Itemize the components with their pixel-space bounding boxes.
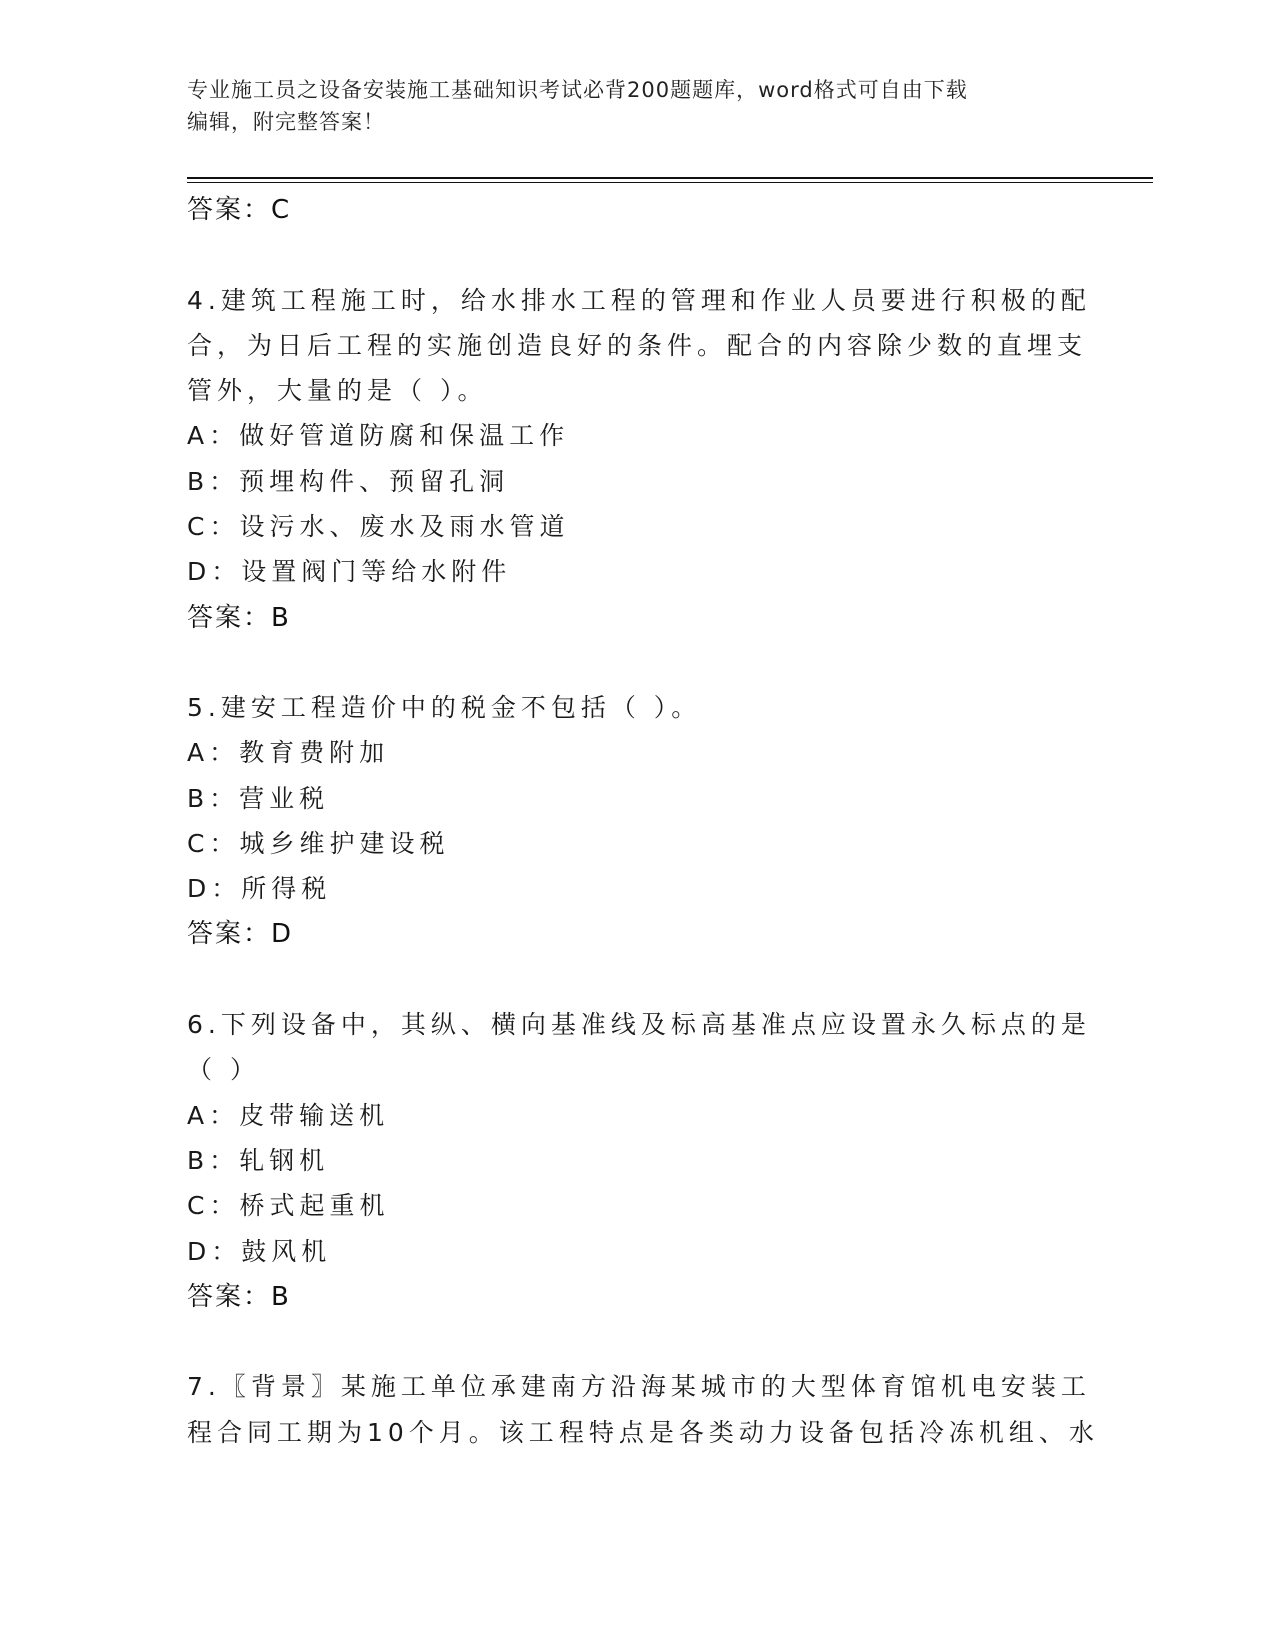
question-stem-line: （ ） xyxy=(187,1055,260,1084)
answer-label: 答案：D xyxy=(187,919,294,949)
question-stem-line: 5.建安工程造价中的税金不包括（ ）。 xyxy=(187,693,702,722)
page-header xyxy=(187,74,1067,138)
option-b: B：轧钢机 xyxy=(187,1146,330,1175)
header-divider-thin xyxy=(187,182,1153,183)
answer-label: 答案：B xyxy=(187,603,291,633)
header-title-line-1: 专业施工员之设备安装施工基础知识考试必背200题题库，word格式可自由下载 xyxy=(187,78,968,102)
option-a: A：皮带输送机 xyxy=(187,1101,390,1130)
option-b: B：营业税 xyxy=(187,784,330,813)
header-title-line-2: 编辑，附完整答案！ xyxy=(187,110,385,134)
question-stem-line: 管外，大量的是（ ）。 xyxy=(187,376,488,405)
question-stem-line: 6.下列设备中，其纵、横向基准线及标高基准点应设置永久标点的是 xyxy=(187,1010,1091,1039)
option-c: C：城乡维护建设税 xyxy=(187,829,450,858)
header-divider-thick xyxy=(187,177,1153,179)
option-a: A：教育费附加 xyxy=(187,738,390,767)
question-stem-line: 4.建筑工程施工时，给水排水工程的管理和作业人员要进行积极的配 xyxy=(187,286,1091,315)
answer-label: 答案：B xyxy=(187,1282,291,1312)
question-stem-line: 程合同工期为10个月。该工程特点是各类动力设备包括冷冻机组、水 xyxy=(187,1418,1099,1447)
option-c: C：设污水、废水及雨水管道 xyxy=(187,512,570,541)
option-d: D：所得税 xyxy=(187,874,332,903)
option-d: D：鼓风机 xyxy=(187,1237,332,1266)
previous-answer: 答案：C xyxy=(187,195,292,225)
question-stem-line: 合，为日后工程的实施创造良好的条件。配合的内容除少数的直埋支 xyxy=(187,331,1088,360)
question-stem-line: 7.〖背景〗某施工单位承建南方沿海某城市的大型体育馆机电安装工 xyxy=(187,1372,1091,1401)
option-c: C：桥式起重机 xyxy=(187,1191,390,1220)
option-d: D：设置阀门等给水附件 xyxy=(187,557,512,586)
option-a: A：做好管道防腐和保温工作 xyxy=(187,421,570,450)
option-b: B：预埋构件、预留孔洞 xyxy=(187,467,510,496)
